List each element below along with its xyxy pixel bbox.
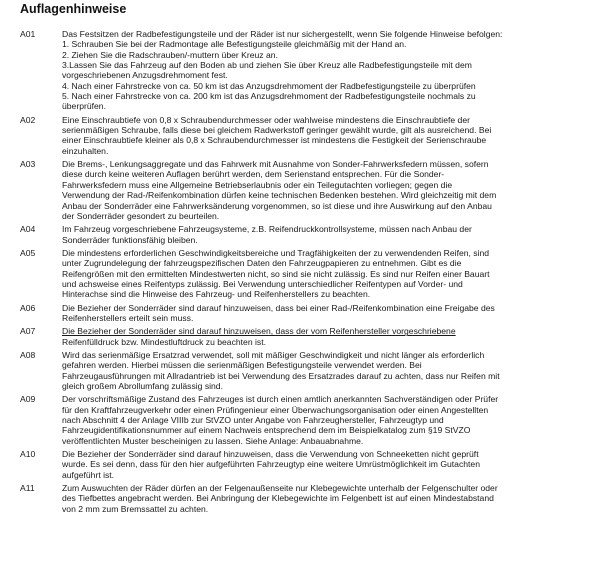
notice-line: gefahren werden. Hierbei müssen die serienmäßigen Befestigungsteile verwendet werden. Bei xyxy=(62,360,422,371)
notice-line: für den Kraftfahrzeugverkehr oder einen Prüfingenieur einer Überwachungsorganisation oder einen Angestellten xyxy=(62,404,489,415)
notice-code: A03 xyxy=(20,159,36,170)
notice-line: Im Fahrzeug vorgeschriebene Fahrzeugsysteme, z.B. Reifendruckkontrollsysteme, müssen nach Anbau der xyxy=(62,224,472,235)
notice-item-a07 xyxy=(20,326,590,347)
notice-line: des Tiefbettes angebracht werden. Bei Anbringung der Klebegewichte im Felgenbett ist auf einen Mindestabstand xyxy=(62,493,494,504)
notice-code: A09 xyxy=(20,394,36,405)
page-title: Auflagenhinweise xyxy=(20,2,127,16)
notice-line: 5. Nach einer Fahrstrecke von ca. 200 km ist das Anzugsdrehmoment der Radbefestigungsteile nochmals zu xyxy=(62,91,476,102)
notice-line: Wird das serienmäßige Ersatzrad verwendet, soll mit mäßiger Geschwindigkeit und nicht länger als erforderlich xyxy=(62,349,485,360)
notice-line: diese durch keine weiteren Auflagen berührt werden, dem Serienstand entsprechen. Für die Sonder- xyxy=(62,169,445,180)
notice-text xyxy=(62,449,590,480)
notice-item-a05 xyxy=(20,248,590,300)
notice-line: Die mindestens erforderlichen Geschwindigkeitsbereiche und Tragfähigkeiten der zu verwendenden Reifen, sind xyxy=(62,247,490,258)
notice-item-a04 xyxy=(20,224,590,245)
notice-code: A05 xyxy=(20,247,36,258)
notice-line: von 2 mm zum Bremssattel zu achten. xyxy=(62,503,209,514)
notice-line: Die Bezieher der Sonderräder sind darauf hinzuweisen, dass die Verwendung von Schneeketten nicht geprüft xyxy=(62,449,479,460)
notice-item-a02 xyxy=(20,115,590,156)
notice-line: Sonderräder funktionsfähig bleiben. xyxy=(62,234,198,245)
notice-line: serienmäßigen Schraube, falls diese bei gleichem Radwerkstoff geringer gewählt wurde, gilt als ausreichend. Bei xyxy=(62,125,492,136)
notice-code: A02 xyxy=(20,114,36,125)
notice-line: Die Brems-, Lenkungsaggregate und das Fahrwerk mit Ausnahme von Sonder-Fahrwerksfedern müssen, sofern xyxy=(62,159,489,170)
notice-line: Die Bezieher der Sonderräder sind darauf hinzuweisen, dass der vom Reifenhersteller vorgeschriebene xyxy=(62,326,456,337)
notice-item-a08 xyxy=(20,350,590,391)
notice-line: Das Festsitzen der Radbefestigungsteile und der Räder ist nur sichergestellt, wenn Sie folgende Hinweise befolgen: xyxy=(62,29,503,39)
notice-item-a10 xyxy=(20,449,590,480)
notice-line: unter Zugrundelegung der fahrzeugspezifischen Daten den Fahrzeugpapieren zu entnehmen. Gibt es die xyxy=(62,258,462,269)
notice-text xyxy=(62,115,590,156)
notice-item-a11 xyxy=(20,483,590,514)
notice-line: Fahrzeugausführungen mit Allradantrieb ist bei Verwendung des Ersatzrades darauf zu achten, dass nur Reifen mit xyxy=(62,370,500,381)
notice-text xyxy=(62,248,590,300)
notice-item-a06 xyxy=(20,303,590,324)
notice-text xyxy=(62,326,590,347)
notice-line: vorgeschriebenen Anzugsdrehmoment fest. xyxy=(62,70,228,81)
notice-line: Der vorschriftsmäßige Zustand des Fahrzeuges ist durch einen amtlich anerkannten Sachverständigen oder Prüfer xyxy=(62,394,499,405)
notice-list xyxy=(20,29,590,514)
notice-item-a03 xyxy=(20,159,590,221)
notice-line: einzuhalten. xyxy=(62,145,109,156)
notice-line: Anbau der Sonderräder eine Fahrwerksänderung vorgenommen, so ist diese und ihre Auswirkung auf den Anbau xyxy=(62,200,492,211)
notice-code: A06 xyxy=(20,302,36,313)
notice-line: Reifengrößen mit den ermittelten Mindestwerten nicht, so sind sie nicht zulässig. Es sind nur Reifen einer Bauart xyxy=(62,268,490,279)
notice-line: und achsweise eines Reifentyps zulässig. Bei Verwendung unterschiedlicher Reifentypen auf Vorder- und xyxy=(62,278,463,289)
notice-line: wurde. Es sei denn, dass für den hier aufgeführten Fahrzeugtyp eine weitere Umrüstmöglichkeit im Gutachten xyxy=(62,459,480,470)
notice-line: 3.Lassen Sie das Fahrzeug auf den Boden ab und ziehen Sie über Kreuz alle Radbefestigungsteile mit dem xyxy=(62,60,472,71)
notice-line: Reifenfülldruck bzw. Mindestluftdruck zu beachten ist. xyxy=(62,336,266,347)
notice-text xyxy=(62,394,590,446)
notice-item-a09 xyxy=(20,394,590,446)
notice-line: Verwendung der Rad-/Reifenkombination dürfen keine technischen Bedenken bestehen. Wird gleichzeitig mit dem xyxy=(62,190,497,201)
notice-line: Fahrzeugidentifikationsnummer auf einem Nachweis entsprechend dem im Beispielkatalog zum §19 StVZO xyxy=(62,425,471,436)
notice-line: Fahrwerksfedern muss eine Allgemeine Betriebserlaubnis oder ein Teilegutachten vorliegen; gegen die xyxy=(62,179,453,190)
notice-line: 4. Nach einer Fahrstrecke von ca. 50 km ist das Anzugsdrehmoment der Radbefestigungsteile zu überprüfen xyxy=(62,80,476,91)
notice-text xyxy=(62,483,590,514)
notice-line: veröffentlichten Muster bescheinigen zu lassen. Siehe Anlage: Anbauabnahme. xyxy=(62,435,364,446)
notice-text xyxy=(62,303,590,324)
notice-code: A01 xyxy=(20,29,36,39)
notice-text xyxy=(62,159,590,221)
notice-code: A08 xyxy=(20,349,36,360)
notice-text xyxy=(62,224,590,245)
notice-text xyxy=(62,350,590,391)
notice-line: einer Einschraubtiefe kleiner als 0,8 x Schraubendurchmesser ist mindestens die Festigkeit der Serienschraube xyxy=(62,135,487,146)
notice-line: gleich großem Abrollumfang zulässig sind. xyxy=(62,381,223,391)
notice-line: Eine Einschraubtiefe von 0,8 x Schraubendurchmesser oder wahlweise mindestens die Einschraubtiefe der xyxy=(62,114,470,125)
notice-line: nach Abschnitt 4 der Anlage VIIIb zur StVZO unter Angabe von Fahrzeughersteller, Fahrzeugtyp und xyxy=(62,415,444,426)
notice-line: überprüfen. xyxy=(62,101,106,112)
notice-line: Die Bezieher der Sonderräder sind darauf hinzuweisen, dass bei einer Rad-/Reifenkombination eine Freigabe des xyxy=(62,302,495,313)
notice-line: 1. Schrauben Sie bei der Radmontage alle Befestigungsteile gleichmäßig mit der Hand an. xyxy=(62,39,407,50)
notice-code: A10 xyxy=(20,449,36,460)
notice-code: A07 xyxy=(20,326,36,337)
notice-line: 2. Ziehen Sie die Radschrauben/-muttern über Kreuz an. xyxy=(62,49,278,60)
notice-line: aufgeführt ist. xyxy=(62,469,115,480)
notice-text xyxy=(62,29,590,112)
notice-line: Reifenherstellers erteilt sein muss. xyxy=(62,312,194,323)
notice-line: Hinterachse sind die Hinweise des Fahrzeug- und Reifenherstellers zu beachten. xyxy=(62,289,371,300)
notice-code: A04 xyxy=(20,224,36,235)
notice-line: der Sonderräder gesondert zu beurteilen. xyxy=(62,210,220,221)
notice-item-a01 xyxy=(20,29,590,112)
notice-line: Zum Auswuchten der Räder dürfen an der Felgenaußenseite nur Klebegewichte unterhalb der Felgenschulter oder xyxy=(62,483,498,494)
notice-code: A11 xyxy=(20,483,35,494)
